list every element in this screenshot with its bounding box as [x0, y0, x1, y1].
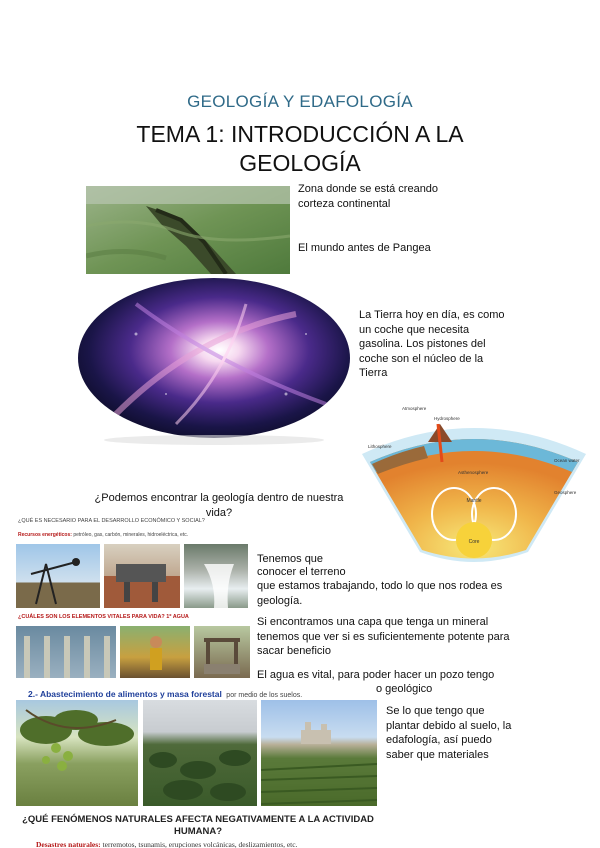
diagram-label-lithosphere: Lithosphere [368, 444, 392, 449]
resources-label: Recursos energéticos: [18, 532, 72, 538]
page-title [100, 120, 500, 178]
slide-question-2: ¿CUÁLES SON LOS ELEMENTOS VITALES PARA VIDA? 1º AGUA [18, 614, 189, 620]
hazards-line [36, 840, 396, 848]
diagram-label-hydrosphere: Hydrosphere [434, 416, 460, 421]
galaxy-image [76, 274, 352, 446]
diagram-label-core: Core [468, 539, 480, 545]
resources-line [18, 532, 188, 538]
oil-pump-photo [16, 544, 100, 608]
terrain-line-2: conocer el terreno [257, 566, 346, 578]
diagram-label-atmosphere: Atmosphere [402, 406, 427, 411]
well-photo [194, 626, 250, 678]
water-text: El agua es vital, para poder hacer un pozo tengo [257, 669, 495, 681]
diagram-label-asthenosphere: Asthenosphere [458, 470, 489, 475]
hazards-question-line-1: ¿QUÉ FENÓMENOS NATURALES AFECTA NEGATIVAMENTE A LA ACTIVIDAD [22, 814, 374, 825]
course-title: GEOLOGÍA Y EDAFOLOGÍA [187, 92, 413, 111]
hazards-text: terremotos, tsunamis, erupciones volcánicas, deslizamientos, etc. [102, 840, 298, 848]
aqueduct-photo [16, 626, 116, 678]
terrain-line-3: que estamos trabajando, todo lo que nos rodea es geología. [257, 580, 503, 607]
mineral-text: Si encontramos una capa que tenga un mineral tenemos que ver si es suficientemente potente para sacar beneficio [257, 616, 510, 657]
page-title-line-1: TEMA 1: INTRODUCCIÓN A LA [136, 121, 464, 147]
water-text-end: o geológico [376, 683, 433, 695]
hazards-question [20, 814, 376, 838]
slide-question-1: ¿QUÉ ES NECESARIO PARA EL DESARROLLO ECONÓMICO Y SOCIAL? [18, 518, 205, 524]
diagram-label-geosphere: Geosphere [554, 490, 577, 495]
mining-machine-photo [104, 544, 180, 608]
hazards-label: Desastres naturales: [36, 840, 101, 848]
earth-caption: La Tierra hoy en día, es como un coche que necesita gasolina. Los pistones del coche son el núcleo de la Tierra [359, 309, 505, 379]
slide-snippet-water [12, 614, 252, 680]
question-text: ¿Podemos encontrar la geología dentro de nuestra vida? [94, 492, 344, 519]
forest-photo [143, 700, 257, 806]
terrain-line-1: Tenemos que [257, 553, 324, 565]
section-2-title: 2.- Abastecimiento de alimentos y masa forestal [28, 689, 222, 699]
earth-layers-diagram [358, 402, 590, 564]
hydro-dam-photo [184, 544, 248, 608]
page-title-line-2: GEOLOGÍA [239, 150, 361, 176]
slide-snippet-resources [12, 516, 252, 612]
resources-text: petróleo, gas, carbón, minerales, hidroeléctrica, etc. [73, 532, 189, 538]
diagram-label-mantle: Mantle [466, 498, 482, 504]
water-worker-photo [120, 626, 190, 678]
pangea-caption: El mundo antes de Pangea [298, 242, 431, 254]
olive-tree-photo [16, 700, 138, 806]
rift-caption: Zona donde se está creando corteza continental [298, 183, 439, 210]
section-2-rest: por medio de los suelos. [226, 692, 303, 699]
hazards-question-line-2: HUMANA? [173, 826, 223, 837]
diagram-label-ocean: Ocean water [554, 458, 580, 463]
vineyard-castle-photo [261, 700, 377, 806]
rift-photo [86, 186, 290, 274]
soil-text: Se lo que tengo que plantar debido al suelo, la edafología, así puedo saber que materiales [386, 705, 512, 761]
